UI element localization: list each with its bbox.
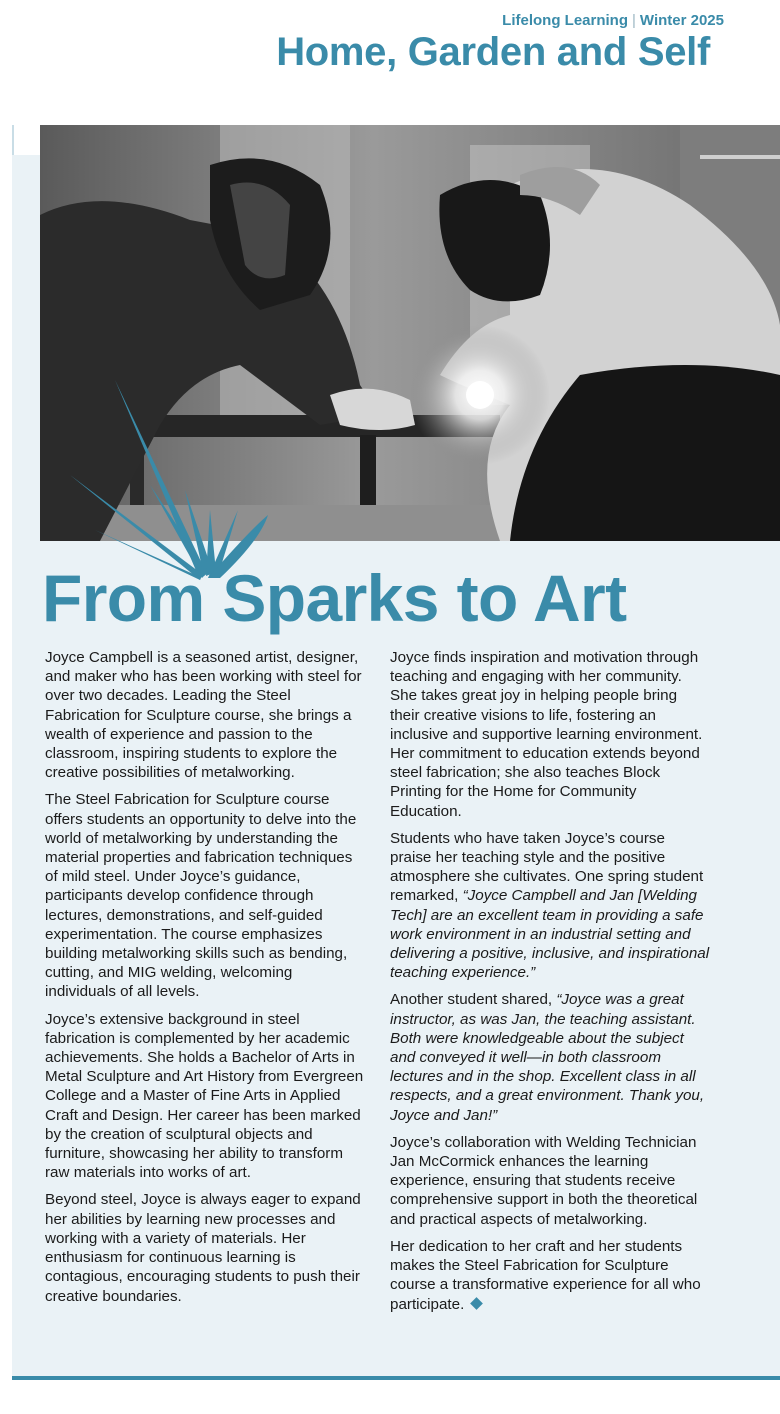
paragraph: Joyce Campbell is a seasoned artist, designer, and maker who has been working with steel for over two decades. Leading the Steel Fabrication for Sculpture course, she brings a wealth of experience and passion to the classroom, inspiring students to explore the creative possibilities of metalworking. (45, 649, 362, 782)
header-section: Lifelong Learning (502, 12, 629, 29)
page-title: Home, Garden and Self (276, 30, 710, 74)
paragraph-with-quote (390, 990, 710, 1124)
closing-paragraph (390, 1237, 710, 1314)
student-quote: “Joyce Campbell and Jan [Welding Tech] are an excellent team in providing a safe work environment in an industrial setting and delivering a positive, inclusive, and inspirational teaching experience.” (390, 887, 710, 982)
paragraph: The Steel Fabrication for Sculpture course offers students an opportunity to delve into the world of metalworking by understanding the material properties and fabrication techniques of mild steel. Under Joyce’s guidance, participants develop confidence through lectures, demonstrations, and self-guided experimentation. The course emphasizes building metalworking skills such as bending, cutting, and MIG welding, welcoming individuals of all levels. (45, 791, 357, 1001)
header-season: Winter 2025 (639, 12, 724, 29)
paragraph-lead: Students who have taken Joyce’s course praise her teaching style and the positive atmosphere she cultivates. One spring student remarked, (390, 829, 704, 905)
paragraph: Joyce’s extensive background in steel fabrication is complemented by her academic achievements. She holds a Bachelor of Arts in Metal Sculpture and Art History from Evergreen College and a Master of Fine Arts in Applied Craft and Design. Her career has been marked by the creation of sculptural objects and furniture, showcasing her ability to transform raw materials into works of art. (45, 1010, 364, 1182)
header-kicker (502, 12, 724, 29)
student-quote: “Joyce was a great instructor, as was Jan, the teaching assistant. Both were knowledgeable about the subject and conveyed it well—in both classroom lectures and in the shop. Excellent class in all respects, and a great environment. Thank you, Joyce and Jan!” (390, 991, 705, 1124)
header-separator: | (632, 12, 636, 29)
paragraph: Joyce finds inspiration and motivation through teaching and engaging with her community. She takes great joy in helping people bring their creative visions to life, fostering an inclusive and supportive learning environment. Her commitment to education extends beyond steel fabrication; she also teaches Block Printing for the Home for Community Education. (390, 649, 703, 820)
paragraph-text: Her dedication to her craft and her students makes the Steel Fabrication for Sculpture course a transformative experience for all who participate. (390, 1237, 701, 1313)
paragraph: Joyce’s collaboration with Welding Technician Jan McCormick enhances the learning experience, ensuring that students receive comprehensive support in both the theoretical and practical aspects of metalworking. (390, 1133, 698, 1228)
paragraph-with-quote (390, 829, 710, 983)
paragraph-lead: Another student shared, (390, 991, 557, 1009)
article-title: From Sparks to Art (42, 561, 627, 635)
bottom-rule (12, 1376, 780, 1380)
article-right-column (390, 648, 710, 1322)
left-panel-background (12, 155, 40, 1377)
article-left-column (45, 648, 365, 1314)
paragraph: Beyond steel, Joyce is always eager to expand her abilities by learning new processes and working with a variety of materials. Her enthusiasm for continuous learning is contagious, encouraging students to push their creative boundaries. (45, 1191, 361, 1305)
end-diamond-icon (470, 1297, 483, 1310)
